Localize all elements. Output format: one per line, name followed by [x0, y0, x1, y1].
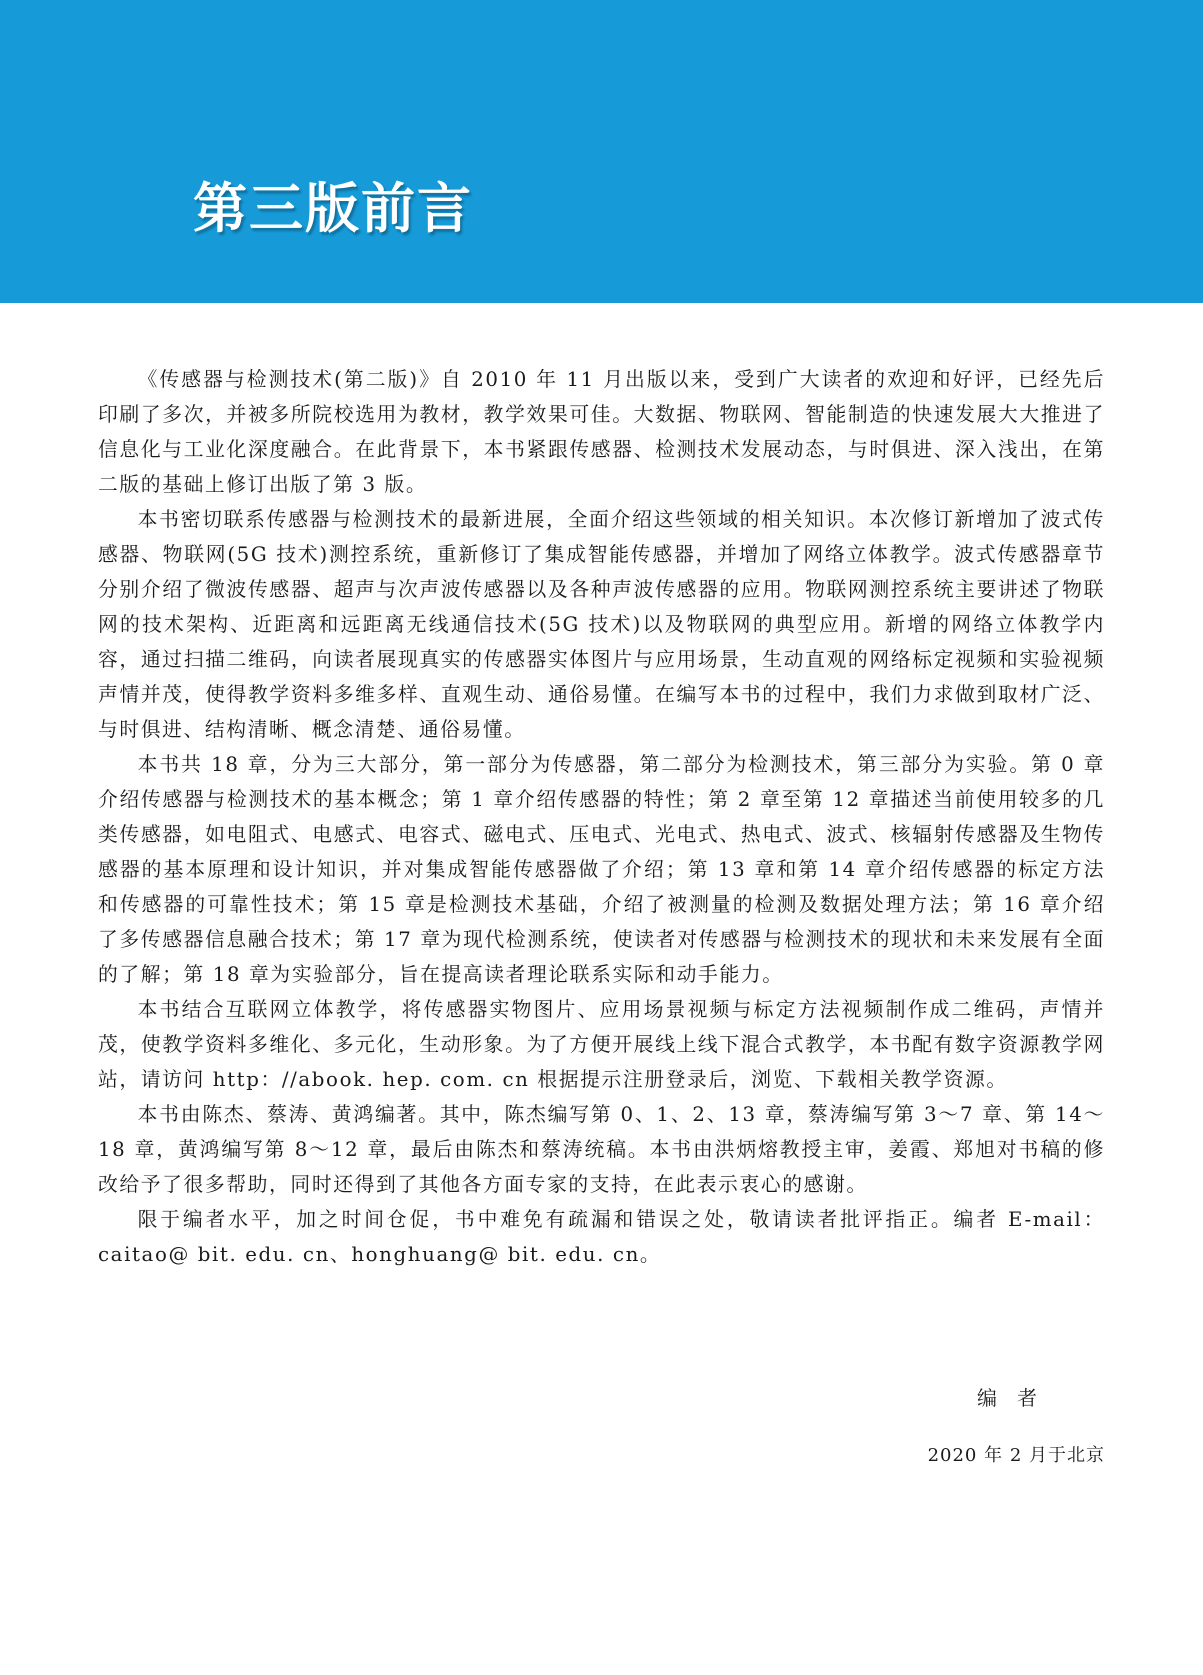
page-title: 第三版前言 — [193, 177, 473, 240]
paragraph-revision-content: 本书密切联系传感器与检测技术的最新进展，全面介绍这些领域的相关知识。本次修订新增加了波式传感器、物联网(5G 技术)测控系统，重新修订了集成智能传感器，并增加了网络立体教学。波式传感器章节分别介绍了微波传感器、超声与次声波传感器以及各种声波传感器的应用。物联网测控系统主要讲述了物联网的技术架构、近距离和远距离无线通信技术(5G 技术)以及物联网的典型应用。新增的网络立体教学内容，通过扫描二维码，向读者展现真实的传感器实体图片与应用场景，生动直观的网络标定视频和实验视频声情并茂，使得教学资料多维多样、直观生动、通俗易懂。在编写本书的过程中，我们力求做到取材广泛、与时俱进、结构清晰、概念清楚、通俗易懂。 — [98, 508, 1105, 741]
signature: 编者 — [977, 1386, 1057, 1410]
paragraph-chapter-structure: 本书共 18 章，分为三大部分，第一部分为传感器，第二部分为检测技术，第三部分为实验。第 0 章介绍传感器与检测技术的基本概念；第 1 章介绍传感器的特性；第 2 章至第 12 章描述当前使用较多的几类传感器，如电阻式、电感式、电容式、磁电式、压电式、光电式、热电式、波式、核辐射传感器及生物传感器的基本原理和设计知识，并对集成智能传感器做了介绍；第 13 章和第 14 章介绍传感器的标定方法和传感器的可靠性技术；第 15 章是检测技术基础，介绍了被测量的检测及数据处理方法；第 16 章介绍了多传感器信息融合技术；第 17 章为现代检测系统，使读者对传感器与检测技术的现状和未来发展有全面的了解；第 18 章为实验部分，旨在提高读者理论联系实际和动手能力。 — [98, 753, 1105, 986]
paragraph-errata-contact: 限于编者水平，加之时间仓促，书中难免有疏漏和错误之处，敬请读者批评指正。编者 E-mail：caitao@ bit. edu. cn、honghuang@ bit. edu. cn。 — [98, 1208, 1105, 1266]
paragraph-publication-history: 《传感器与检测技术(第二版)》自 2010 年 11 月出版以来，受到广大读者的欢迎和好评，已经先后印刷了多次，并被多所院校选用为教材，教学效果可佳。大数据、物联网、智能制造的快速发展大大推进了信息化与工业化深度融合。在此背景下，本书紧跟传感器、检测技术发展动态，与时俱进、深入浅出，在第二版的基础上修订出版了第 3 版。 — [98, 368, 1105, 496]
header-band — [0, 0, 1203, 303]
date-place-line: 2020 年 2 月于北京 — [927, 1445, 1105, 1466]
paragraph-online-resources: 本书结合互联网立体教学，将传感器实物图片、应用场景视频与标定方法视频制作成二维码，声情并茂，使教学资料多维化、多元化，生动形象。为了方便开展线上线下混合式教学，本书配有数字资源教学网站，请访问 http：//abook. hep. com. cn 根据提示注册登录后，浏览、下载相关教学资源。 — [98, 998, 1105, 1091]
preface-body — [98, 362, 1105, 1272]
paragraph-authors: 本书由陈杰、蔡涛、黄鸿编著。其中，陈杰编写第 0、1、2、13 章，蔡涛编写第 3～7 章、第 14～18 章，黄鸿编写第 8～12 章，最后由陈杰和蔡涛统稿。本书由洪炳熔教授主审，姜霞、郑旭对书稿的修改给予了很多帮助，同时还得到了其他各方面专家的支持，在此表示衷心的感谢。 — [98, 1103, 1105, 1196]
